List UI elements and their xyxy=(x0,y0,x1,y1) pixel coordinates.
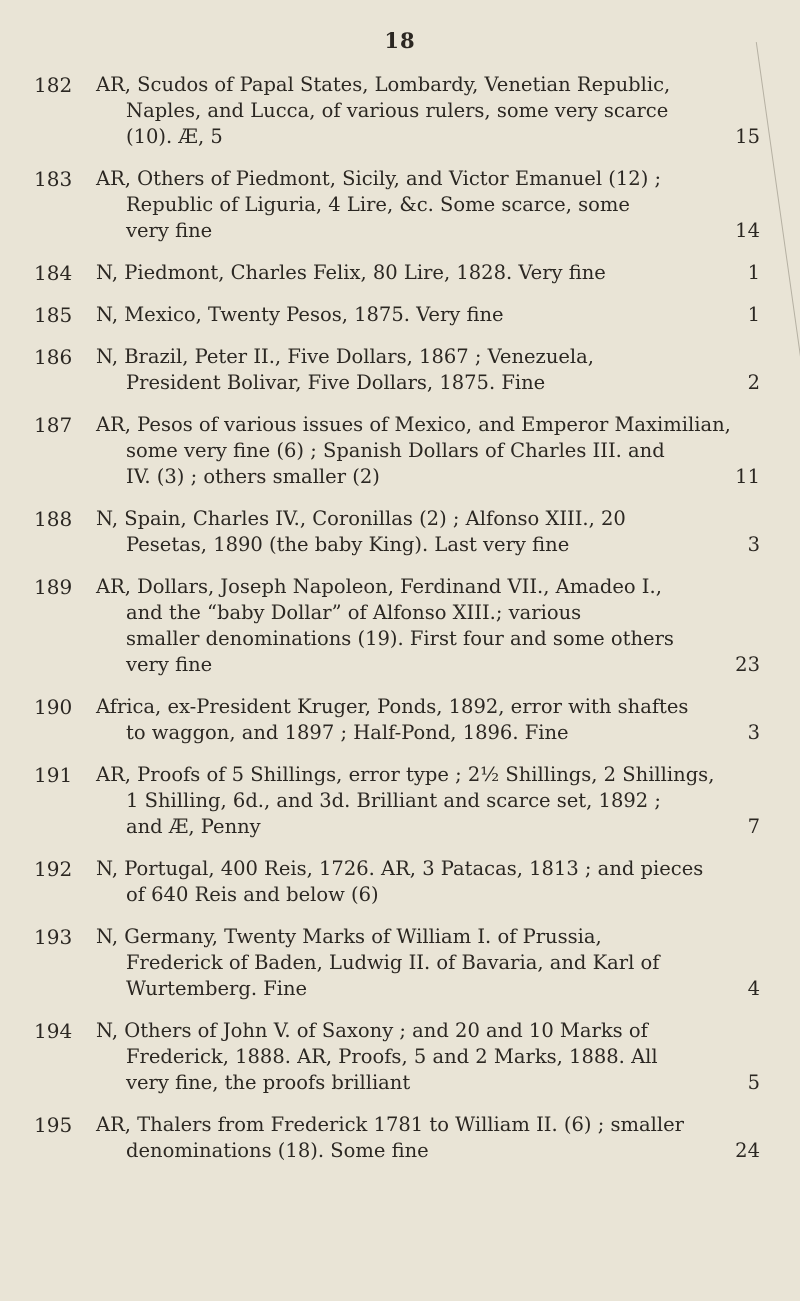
lot-description xyxy=(96,1018,760,1096)
lot-text: AR, Dollars, Joseph Napoleon, Ferdinand VII., Amadeo I., xyxy=(96,575,662,598)
lot-quantity: 3 xyxy=(747,533,760,556)
lot-description xyxy=(96,166,760,244)
lot-text: of 640 Reis and below (6) xyxy=(126,883,379,906)
lot-description-line xyxy=(96,438,760,464)
lot-text: Frederick of Baden, Ludwig II. of Bavaria, and Karl of xyxy=(126,951,660,974)
lot-text: Republic of Liguria, 4 Lire, &c. Some scarce, some xyxy=(126,193,630,216)
lot-description-line xyxy=(96,652,760,678)
lot-quantity: 5 xyxy=(747,1071,760,1094)
lot-number: 183 xyxy=(34,167,73,191)
lot-description xyxy=(96,856,760,908)
lot-quantity: 2 xyxy=(747,371,760,394)
lot-text: N, Mexico, Twenty Pesos, 1875. Very fine xyxy=(96,303,504,326)
lot-text: Frederick, 1888. AR, Proofs, 5 and 2 Marks, 1888. All xyxy=(126,1045,658,1068)
lot-number: 182 xyxy=(34,73,73,97)
lot-quantity: 3 xyxy=(747,721,760,744)
lot-text: IV. (3) ; others smaller (2) xyxy=(126,465,380,488)
lot-text: and Æ, Penny xyxy=(126,815,261,838)
lot-description-line xyxy=(96,1044,760,1070)
lot-description xyxy=(96,762,760,840)
lot-entry xyxy=(0,302,800,328)
page-number: 18 xyxy=(384,28,416,53)
lot-description xyxy=(96,1112,760,1164)
lot-description-line xyxy=(96,166,760,192)
lot-text: Naples, and Lucca, of various rulers, some very scarce xyxy=(126,99,669,122)
lot-number: 188 xyxy=(34,507,73,531)
lot-entry xyxy=(0,762,800,840)
lot-description-line xyxy=(96,762,760,788)
lot-description-line xyxy=(96,532,760,558)
lot-description-line xyxy=(96,720,760,746)
lot-quantity: 23 xyxy=(735,653,760,676)
lot-description-line xyxy=(96,924,760,950)
lot-entry xyxy=(0,506,800,558)
lot-description xyxy=(96,260,760,286)
lot-entry xyxy=(0,412,800,490)
lot-description xyxy=(96,72,760,150)
lot-description-line xyxy=(96,814,760,840)
lot-description-line xyxy=(96,192,760,218)
lot-description xyxy=(96,344,760,396)
lot-text: very fine xyxy=(126,219,213,242)
lot-text: smaller denominations (19). First four and some others xyxy=(126,627,674,650)
lot-number: 195 xyxy=(34,1113,73,1137)
lot-description-line xyxy=(96,412,760,438)
lot-number: 184 xyxy=(34,261,73,285)
lot-description-line xyxy=(96,98,760,124)
lot-number: 186 xyxy=(34,345,73,369)
lot-quantity: 1 xyxy=(747,261,760,284)
lot-description xyxy=(96,302,760,328)
lot-entry xyxy=(0,1112,800,1164)
lot-quantity: 15 xyxy=(735,125,760,148)
lot-description-line xyxy=(96,694,760,720)
lot-number: 191 xyxy=(34,763,73,787)
lot-quantity: 14 xyxy=(735,219,760,242)
lot-text: Pesetas, 1890 (the baby King). Last very fine xyxy=(126,533,570,556)
lot-text: N, Portugal, 400 Reis, 1726. AR, 3 Patacas, 1813 ; and pieces xyxy=(96,857,704,880)
lot-text: Wurtemberg. Fine xyxy=(126,977,308,1000)
lot-description-line xyxy=(96,788,760,814)
lot-description-line xyxy=(96,1138,760,1164)
lot-description-line xyxy=(96,950,760,976)
lot-number: 190 xyxy=(34,695,73,719)
lot-text: AR, Proofs of 5 Shillings, error type ; 2½ Shillings, 2 Shillings, xyxy=(96,763,715,786)
lot-text: President Bolivar, Five Dollars, 1875. Fine xyxy=(126,371,546,394)
lot-description-line xyxy=(96,370,760,396)
lot-text: N, Piedmont, Charles Felix, 80 Lire, 1828. Very fine xyxy=(96,261,606,284)
lot-list xyxy=(0,72,800,1180)
lot-text: AR, Others of Piedmont, Sicily, and Victor Emanuel (12) ; xyxy=(96,167,662,190)
lot-description xyxy=(96,574,760,678)
lot-entry xyxy=(0,260,800,286)
lot-description xyxy=(96,506,760,558)
lot-description-line xyxy=(96,600,760,626)
lot-description xyxy=(96,412,760,490)
lot-text: some very fine (6) ; Spanish Dollars of Charles III. and xyxy=(126,439,665,462)
lot-description-line xyxy=(96,302,760,328)
lot-text: 1 Shilling, 6d., and 3d. Brilliant and scarce set, 1892 ; xyxy=(126,789,661,812)
lot-text: very fine, the proofs brilliant xyxy=(126,1071,411,1094)
lot-description-line xyxy=(96,218,760,244)
lot-description-line xyxy=(96,1018,760,1044)
lot-description-line xyxy=(96,72,760,98)
lot-number: 194 xyxy=(34,1019,73,1043)
lot-text: AR, Scudos of Papal States, Lombardy, Venetian Republic, xyxy=(96,73,671,96)
lot-description-line xyxy=(96,464,760,490)
lot-number: 185 xyxy=(34,303,73,327)
lot-text: very fine xyxy=(126,653,213,676)
lot-description-line xyxy=(96,124,760,150)
lot-description xyxy=(96,924,760,1002)
lot-number: 193 xyxy=(34,925,73,949)
lot-text: AR, Thalers from Frederick 1781 to William II. (6) ; smaller xyxy=(96,1113,684,1136)
lot-quantity: 4 xyxy=(747,977,760,1000)
lot-description-line xyxy=(96,626,760,652)
lot-number: 192 xyxy=(34,857,73,881)
lot-description-line xyxy=(96,260,760,286)
lot-description-line xyxy=(96,1112,760,1138)
lot-text: N, Brazil, Peter II., Five Dollars, 1867 ; Venezuela, xyxy=(96,345,594,368)
lot-quantity: 7 xyxy=(747,815,760,838)
lot-quantity: 24 xyxy=(735,1139,760,1162)
lot-text: and the “baby Dollar” of Alfonso XIII.; various xyxy=(126,601,582,624)
lot-text: (10). Æ, 5 xyxy=(126,125,223,148)
lot-text: N, Others of John V. of Saxony ; and 20 and 10 Marks of xyxy=(96,1019,648,1042)
lot-text: Africa, ex-President Kruger, Ponds, 1892, error with shaftes xyxy=(96,695,689,718)
lot-entry xyxy=(0,924,800,1002)
lot-description-line xyxy=(96,976,760,1002)
lot-entry xyxy=(0,1018,800,1096)
lot-entry xyxy=(0,72,800,150)
lot-description-line xyxy=(96,1070,760,1096)
lot-text: N, Germany, Twenty Marks of William I. of Prussia, xyxy=(96,925,602,948)
lot-entry xyxy=(0,856,800,908)
lot-number: 189 xyxy=(34,575,73,599)
lot-description-line xyxy=(96,506,760,532)
lot-entry xyxy=(0,694,800,746)
lot-text: to waggon, and 1897 ; Half-Pond, 1896. Fine xyxy=(126,721,569,744)
lot-description-line xyxy=(96,574,760,600)
lot-quantity: 1 xyxy=(747,303,760,326)
lot-entry xyxy=(0,344,800,396)
lot-description-line xyxy=(96,882,760,908)
lot-text: denominations (18). Some fine xyxy=(126,1139,429,1162)
lot-entry xyxy=(0,166,800,244)
lot-description-line xyxy=(96,344,760,370)
lot-description xyxy=(96,694,760,746)
lot-text: AR, Pesos of various issues of Mexico, and Emperor Maximilian, xyxy=(96,413,731,436)
lot-quantity: 11 xyxy=(735,465,760,488)
lot-text: N, Spain, Charles IV., Coronillas (2) ; Alfonso XIII., 20 xyxy=(96,507,626,530)
lot-number: 187 xyxy=(34,413,73,437)
lot-entry xyxy=(0,574,800,678)
lot-description-line xyxy=(96,856,760,882)
